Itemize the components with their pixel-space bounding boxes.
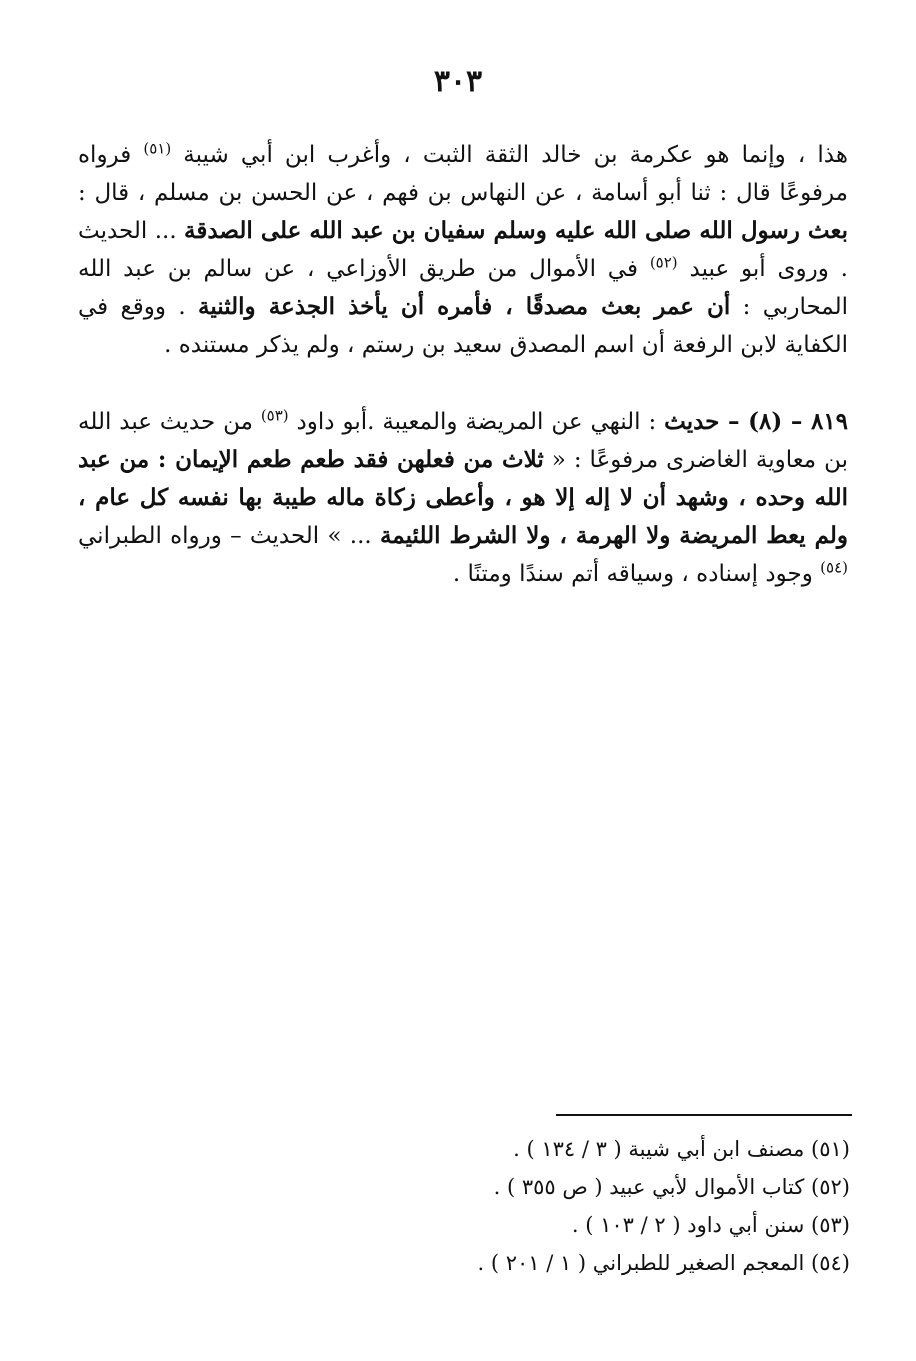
footnotes bbox=[360, 1130, 850, 1282]
footnote-ref-54: (٥٤) bbox=[820, 558, 848, 577]
footnote-divider bbox=[556, 1114, 852, 1116]
paragraph-1 bbox=[78, 136, 848, 364]
footnote-52: (٥٢) كتاب الأموال لأبي عبيد ( ص ٣٥٥ ) . bbox=[493, 1175, 850, 1199]
bold-hadith-text: بعث رسول الله صلى الله عليه وسلم سفيان بن عبد الله على الصدقة bbox=[184, 217, 848, 244]
bold-hadith-text: ثلاث من فعلهن فقد طعم طعم الإيمان : من عبد الله وحده ، وشهد أن لا إله إلا هو ، وأعطى زكاة ماله طيبة بها نفسه كل عام ، ولم يعط المريضة ولا الهرمة ، ولا الشرط اللئيمة bbox=[78, 446, 849, 549]
paragraph-2 bbox=[78, 403, 848, 593]
text-segment: فرواه مرفوعًا قال : ثنا أبو أسامة ، عن النهاس بن فهم ، عن الحسن بن مسلم ، قال : bbox=[78, 142, 848, 206]
footnote-ref-53: (٥٣) bbox=[260, 406, 289, 425]
text-segment: : النهي عن المريضة والمعيبة .أبو داود bbox=[288, 409, 665, 435]
page-number: ٣٠٣ bbox=[433, 64, 483, 99]
footnote-51: (٥١) مصنف ابن أبي شيبة ( ٣ / ١٣٤ ) . bbox=[513, 1137, 850, 1161]
text-segment: وجود إسناده ، وسياقه أتم سندًا ومتنًا . bbox=[452, 561, 821, 587]
hadith-number-heading: ٨١٩ – (٨) – حديث bbox=[664, 408, 848, 435]
footnote-53: (٥٣) سنن أبي داود ( ٢ / ١٠٣ ) . bbox=[571, 1213, 850, 1237]
footnote-ref-52: (٥٢) bbox=[649, 253, 678, 272]
footnote-54: (٥٤) المعجم الصغير للطبراني ( ١ / ٢٠١ ) . bbox=[477, 1251, 850, 1275]
text-segment: في الأموال من طريق الأوزاعي ، عن سالم بن عبد الله المحاربي : bbox=[78, 256, 848, 320]
text-segment: ... الحديث . وروى أبو عبيد bbox=[78, 218, 848, 282]
text-segment: . ووقع في الكفاية لابن الرفعة أن اسم المصدق سعيد بن رستم ، ولم يذكر مستنده . bbox=[78, 294, 848, 358]
text-segment: هذا ، وإنما هو عكرمة بن خالد الثقة الثبت ، وأغرب ابن أبي شيبة bbox=[171, 142, 848, 168]
bold-hadith-text: أن عمر بعث مصدقًا ، فأمره أن يأخذ الجذعة والثنية bbox=[197, 293, 731, 320]
text-segment: ... » الحديث – ورواه الطبراني bbox=[78, 523, 380, 549]
footnote-ref-51: (٥١) bbox=[143, 139, 172, 158]
text-segment: من حديث عبد الله بن معاوية الغاضرى مرفوعًا : « bbox=[78, 409, 849, 473]
